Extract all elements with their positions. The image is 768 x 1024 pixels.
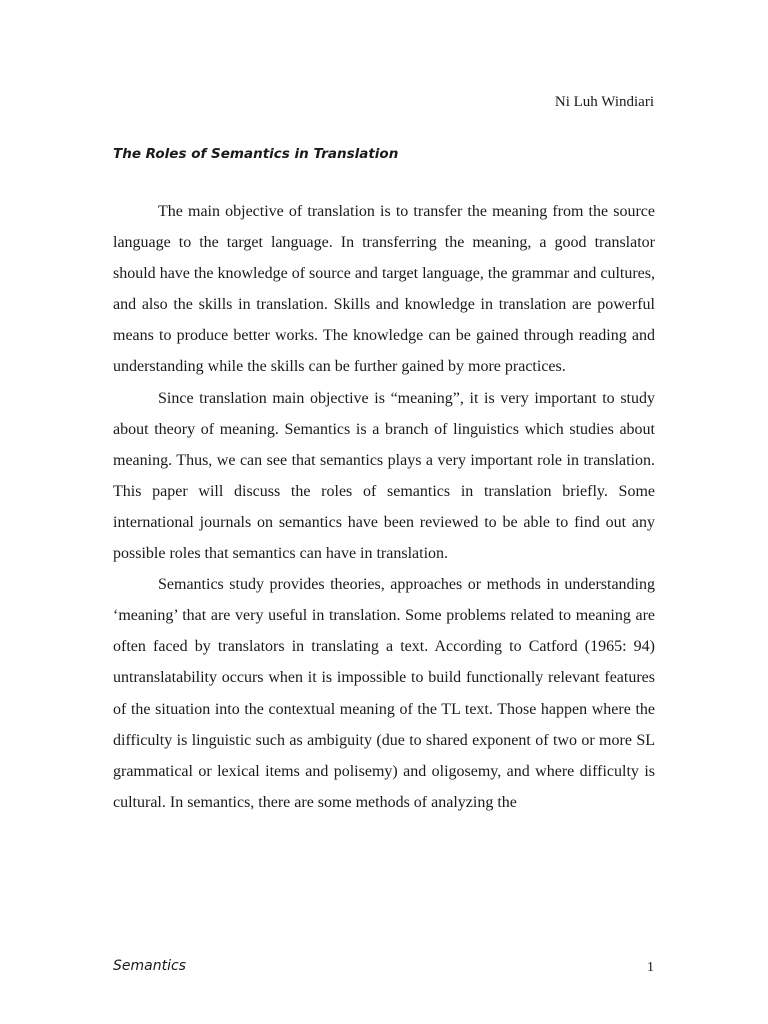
footer-label: Semantics: [113, 958, 186, 974]
paragraph: The main objective of translation is to transfer the meaning from the source language to the target language. In transferring the meaning, a good translator should have the knowledge of source and target language, the grammar and cultures, and also the skills in translation. Skills and knowledge in translation are powerful means to produce better works. The knowledge can be gained through reading and understanding while the skills can be further gained by more practices.: [113, 203, 655, 376]
author-name: Ni Luh Windiari: [554, 94, 654, 110]
paragraph: Semantics study provides theories, approaches or methods in understanding ‘meaning’ that are very useful in translation. Some problems related to meaning are often faced by translators in translating a text. According to Catford (1965: 94) untranslatability occurs when it is impossible to build functionally relevant features of the situation into the contextual meaning of the TL text. Those happen where the difficulty is linguistic such as ambiguity (due to shared exponent of two or more SL grammatical or lexical items and polisemy) and oligosemy, and where difficulty is cultural. In semantics, there are some methods of analyzing the: [113, 576, 655, 811]
document-title: The Roles of Semantics in Translation: [113, 146, 399, 162]
paragraph: Since translation main objective is “meaning”, it is very important to study about theory of meaning. Semantics is a branch of linguistics which studies about meaning. Thus, we can see that semantics plays a very important role in translation. This paper will discuss the roles of semantics in translation briefly. Some international journals on semantics have been reviewed to be able to find out any possible roles that semantics can have in translation.: [113, 389, 655, 563]
document-body: [113, 196, 655, 818]
page-number: 1: [647, 960, 654, 975]
